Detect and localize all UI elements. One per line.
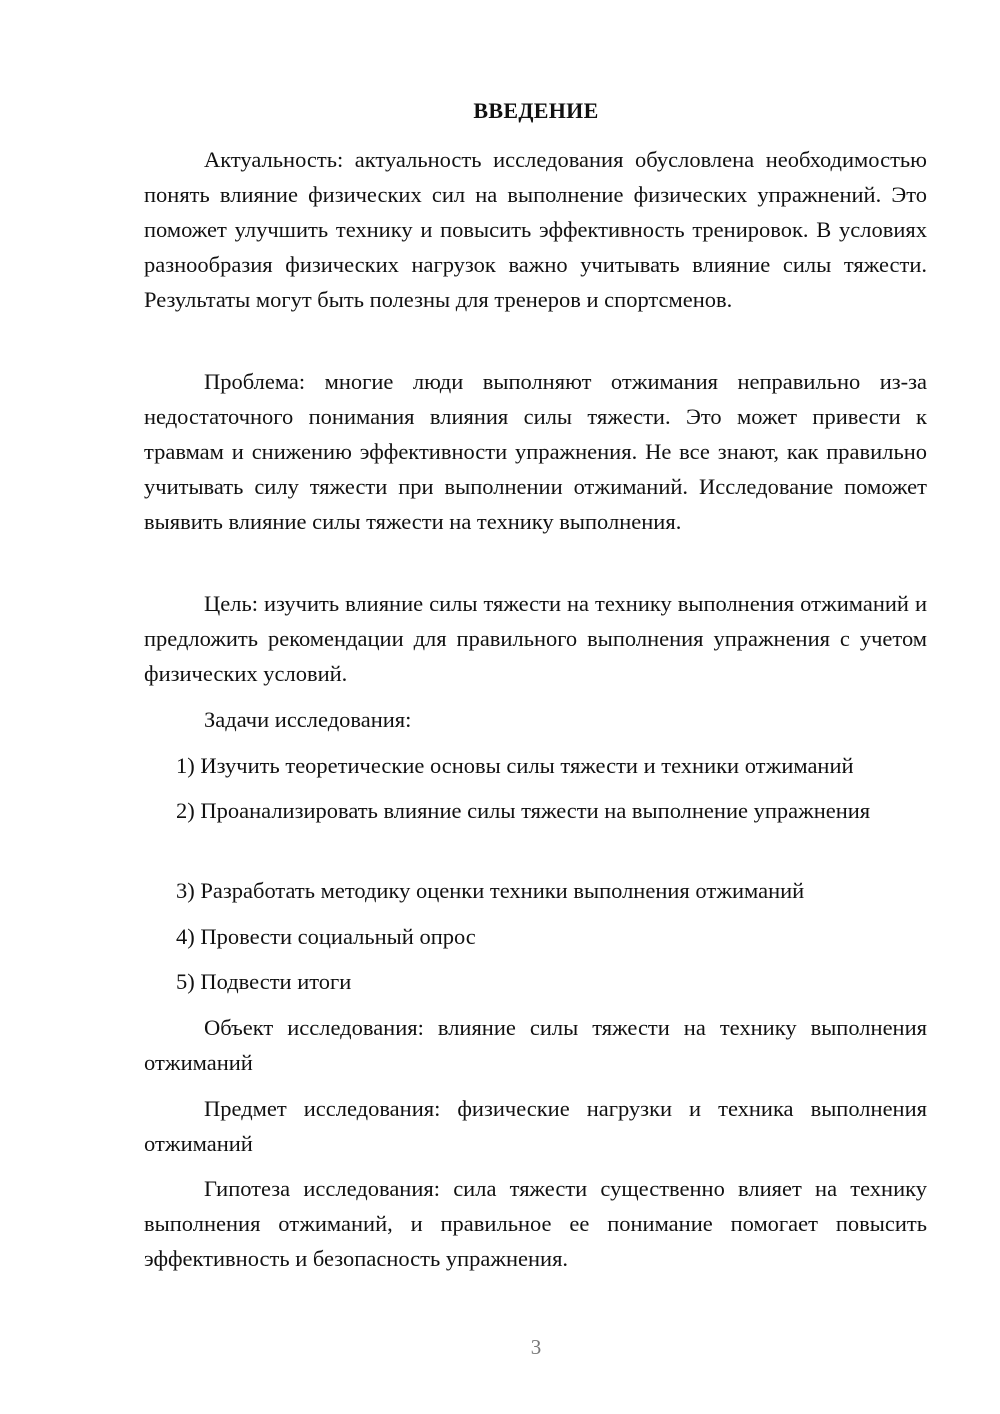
task-item-3: 3) Разработать методику оценки техники выполнения отжиманий	[176, 878, 805, 903]
section-heading: ВВЕДЕНИЕ	[473, 98, 599, 123]
paragraph-goal: Цель: изучить влияние силы тяжести на технику выполнения отжиманий и предложить рекомендации для правильного выполнения упражнения с учетом физических условий.	[144, 591, 927, 686]
task-item-1: 1) Изучить теоретические основы силы тяжести и техники отжиманий	[176, 753, 854, 778]
page-number: 3	[530, 1335, 542, 1359]
task-item-2: 2) Проанализировать влияние силы тяжести на выполнение упражнения	[176, 798, 871, 823]
paragraph-relevance: Актуальность: актуальность исследования обусловлена необходимостью понять влияние физических сил на выполнение физических упражнений. Это поможет улучшить технику и повысить эффективность тренировок. В условиях разнообразия физических нагрузок важно учитывать влияние силы тяжести. Результаты могут быть полезны для тренеров и спортсменов.	[144, 147, 927, 312]
paragraph-object: Объект исследования: влияние силы тяжести на технику выполнения отжиманий	[144, 1015, 927, 1075]
paragraph-problem: Проблема: многие люди выполняют отжимания неправильно из-за недостаточного понимания влияния силы тяжести. Это может привести к травмам и снижению эффективности упражнения. Не все знают, как правильно учитывать силу тяжести при выполнении отжиманий. Исследование поможет выявить влияние силы тяжести на технику выполнения.	[144, 369, 927, 534]
task-item-4: 4) Провести социальный опрос	[176, 924, 476, 949]
task-item-5: 5) Подвести итоги	[176, 969, 352, 994]
paragraph-hypothesis: Гипотеза исследования: сила тяжести существенно влияет на технику выполнения отжиманий, и правильное ее понимание помогает повысить эффективность и безопасность упражнения.	[144, 1176, 927, 1271]
paragraph-subject: Предмет исследования: физические нагрузки и техника выполнения отжиманий	[144, 1096, 927, 1156]
tasks-title: Задачи исследования:	[204, 707, 412, 732]
